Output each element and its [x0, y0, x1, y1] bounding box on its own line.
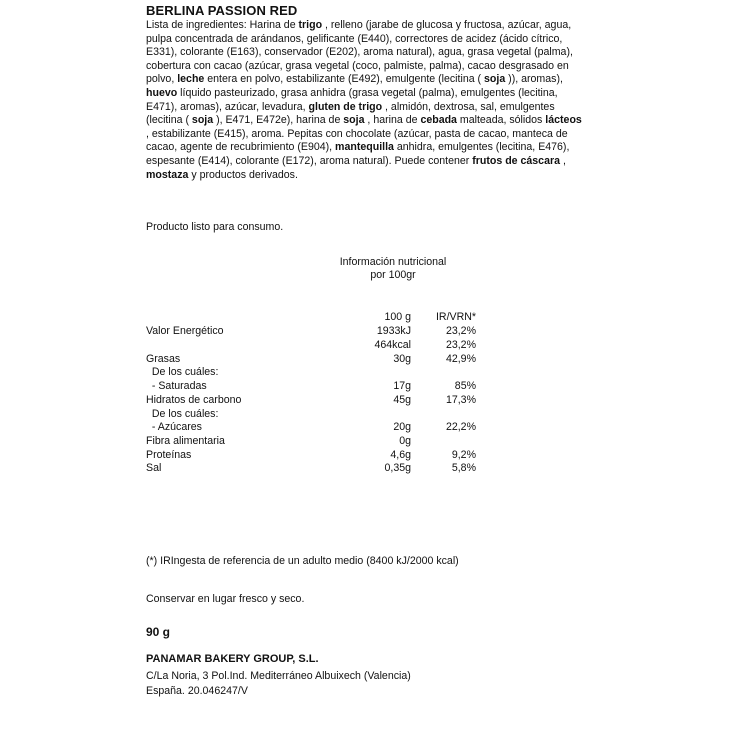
nutrient-rvn: 23,2%	[445, 325, 476, 337]
nutrient-rvn: 17,3%	[445, 394, 476, 406]
ingredient-text: , relleno (jarabe de glucosa y fructosa, azúcar, agua, pulpa concentrada de arándanos, gelificante (E440), correctores de acidez (ácido cítrico, E331), colorante (E163), conservador (E202), aroma natural), agua, grasa vegetal (palma), cobertura con cacao (azúcar, grasa vegetal (coco, palmiste, palma), cacao desgrasado en polvo,	[146, 19, 573, 86]
ready-note: Producto listo para consumo.	[146, 221, 284, 233]
allergen-highlight: cebada	[420, 114, 457, 127]
nutrient-label: - Azúcares	[146, 421, 202, 433]
ingredient-text: , estabilizante (E415), aroma. Pepitas con chocolate (azúcar, pasta de cacao, manteca de cacao, agente de recubrimiento (E904),	[146, 127, 568, 154]
allergen-highlight: trigo	[298, 19, 323, 31]
ingredient-text: anhidra, emulgentes (lecitina, E476), espesante (E414), colorante (E172), aroma natural). Puede contener	[146, 141, 570, 167]
nutrition-row	[146, 421, 476, 434]
nutrient-per-100g: 45g	[393, 394, 411, 406]
nutrition-heading-line2: por 100gr	[370, 269, 416, 281]
nutrition-row	[146, 380, 476, 393]
nutrient-per-100g: 0,35g	[384, 462, 411, 474]
allergen-highlight: soja	[343, 114, 365, 127]
company-address: C/La Noria, 3 Pol.Ind. Mediterráneo Albuixech (Valencia)	[146, 670, 411, 682]
nutrition-column-headers	[146, 311, 476, 324]
nutrition-row	[146, 408, 476, 421]
nutrient-rvn: 22,2%	[445, 421, 476, 433]
allergen-highlight: mantequilla	[335, 141, 394, 154]
nutrient-per-100g: 464kcal	[374, 339, 411, 351]
nutrition-row	[146, 449, 476, 462]
product-title: BERLINA PASSION RED	[146, 3, 298, 18]
nutrition-heading-line1: Información nutricional	[339, 256, 447, 268]
ingredient-text: ), E471, E472e), harina de	[213, 114, 344, 127]
ingredient-text: y productos derivados.	[188, 168, 298, 181]
nutrient-label: Fibra alimentaria	[146, 435, 225, 447]
nutrition-row	[146, 325, 476, 338]
nutrient-per-100g: 30g	[393, 353, 411, 365]
column-header-100g: 100 g	[384, 311, 411, 323]
nutrition-row	[146, 462, 476, 475]
nutrient-label: - Saturadas	[146, 380, 207, 392]
nutrient-per-100g: 1933kJ	[376, 325, 411, 337]
net-weight: 90 g	[146, 625, 171, 639]
ingredient-text: ,	[560, 154, 566, 167]
ingredients-list	[146, 19, 586, 182]
nutrient-per-100g: 17g	[393, 380, 411, 392]
allergen-highlight: frutos de cáscara	[472, 154, 560, 167]
ingredient-text: malteada, sólidos	[456, 114, 546, 127]
nutrient-label: Hidratos de carbono	[146, 394, 242, 406]
ingredient-text: líquido pasteurizado, grasa anhidra (grasa vegetal (palma), emulgentes (lecitina, E471), aromas), azúcar, levadura,	[146, 86, 558, 113]
allergen-highlight: leche	[177, 73, 205, 86]
footnote: (*) IRIngesta de referencia de un adulto medio (8400 kJ/2000 kcal)	[146, 555, 459, 567]
nutrient-per-100g: 4,6g	[390, 449, 411, 461]
nutrient-label: De los cuáles:	[146, 408, 219, 420]
ingredient-text: Lista de ingredientes: Harina de	[146, 19, 299, 31]
nutrient-label: Sal	[146, 462, 162, 474]
column-header-rvn: IR/VRN*	[435, 311, 476, 323]
nutrient-rvn: 9,2%	[451, 449, 476, 461]
nutrient-per-100g: 20g	[393, 421, 411, 433]
nutrition-row	[146, 353, 476, 366]
nutrient-label: De los cuáles:	[146, 366, 219, 378]
nutrient-rvn: 5,8%	[451, 462, 476, 474]
nutrition-heading	[318, 256, 468, 282]
nutrition-row	[146, 339, 476, 352]
company-registration: España. 20.046247/V	[146, 685, 248, 697]
allergen-highlight: huevo	[146, 86, 178, 99]
nutrient-per-100g: 0g	[399, 435, 411, 447]
allergen-highlight: gluten de trigo	[308, 100, 383, 113]
nutrient-rvn: 42,9%	[445, 353, 476, 365]
nutrient-label: Proteínas	[146, 449, 192, 461]
nutrition-row	[146, 435, 476, 448]
allergen-highlight: soja	[191, 114, 214, 127]
ingredient-text: , almidón, dextrosa, sal, emulgentes (lecitina (	[146, 100, 555, 127]
allergen-highlight: mostaza	[146, 168, 189, 181]
ingredient-text: )), aromas),	[505, 73, 563, 86]
nutrition-row	[146, 366, 476, 379]
nutrient-label: Valor Energético	[146, 325, 224, 337]
nutrient-label: Grasas	[146, 353, 181, 365]
storage-instructions: Conservar en lugar fresco y seco.	[146, 593, 305, 605]
ingredient-text: entera en polvo, estabilizante (E492), emulgente (lecitina (	[204, 73, 485, 86]
allergen-highlight: lácteos	[545, 114, 582, 127]
nutrition-row	[146, 394, 476, 407]
company-name: PANAMAR BAKERY GROUP, S.L.	[146, 653, 319, 665]
nutrient-rvn: 23,2%	[445, 339, 476, 351]
nutrient-rvn: 85%	[454, 380, 476, 392]
allergen-highlight: soja	[484, 73, 506, 86]
ingredient-text: , harina de	[364, 114, 421, 127]
